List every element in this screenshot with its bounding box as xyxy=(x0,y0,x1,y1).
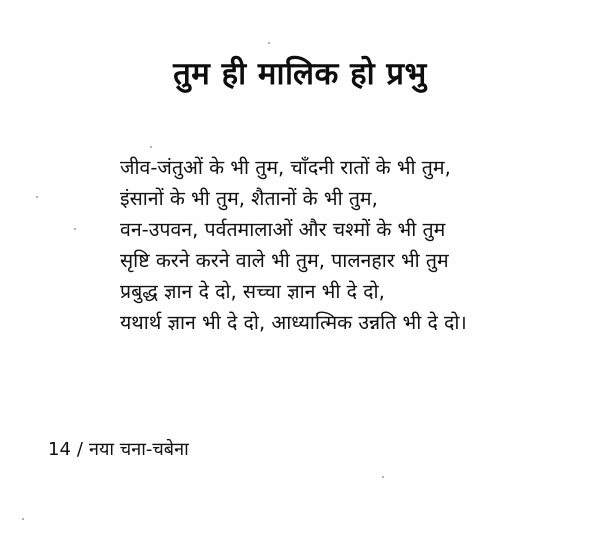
scan-speck xyxy=(268,42,270,44)
scan-speck xyxy=(36,196,38,198)
poem-line: सृष्टि करने करने वाले भी तुम, पालनहार भी तुम xyxy=(120,249,449,272)
page-number: 14 xyxy=(48,439,71,460)
book-title: नया चना-चबेना xyxy=(88,439,189,460)
poem-line: इंसानों के भी तुम, शैतानों के भी तुम, xyxy=(120,187,378,210)
poem-line: वन-उपवन, पर्वतमालाओं और चश्मों के भी तुम xyxy=(120,218,446,241)
page-footer xyxy=(48,437,189,461)
poem-body xyxy=(120,152,580,338)
scan-speck xyxy=(150,146,152,148)
poem-line: प्रबुद्ध ज्ञान दे दो, सच्चा ज्ञान भी दे दो, xyxy=(120,280,385,303)
scan-speck xyxy=(74,228,76,230)
poem-title: तुम ही मालिक हो प्रभु xyxy=(173,56,427,92)
scan-speck xyxy=(382,476,384,478)
scan-speck xyxy=(22,518,24,520)
poem-line: यथार्थ ज्ञान भी दे दो, आध्यात्मिक उन्नति भी दे दो। xyxy=(120,311,467,334)
poem-line: जीव-जंतुओं के भी तुम, चाँदनी रातों के भी तुम, xyxy=(120,156,451,179)
footer-separator: / xyxy=(76,439,83,460)
